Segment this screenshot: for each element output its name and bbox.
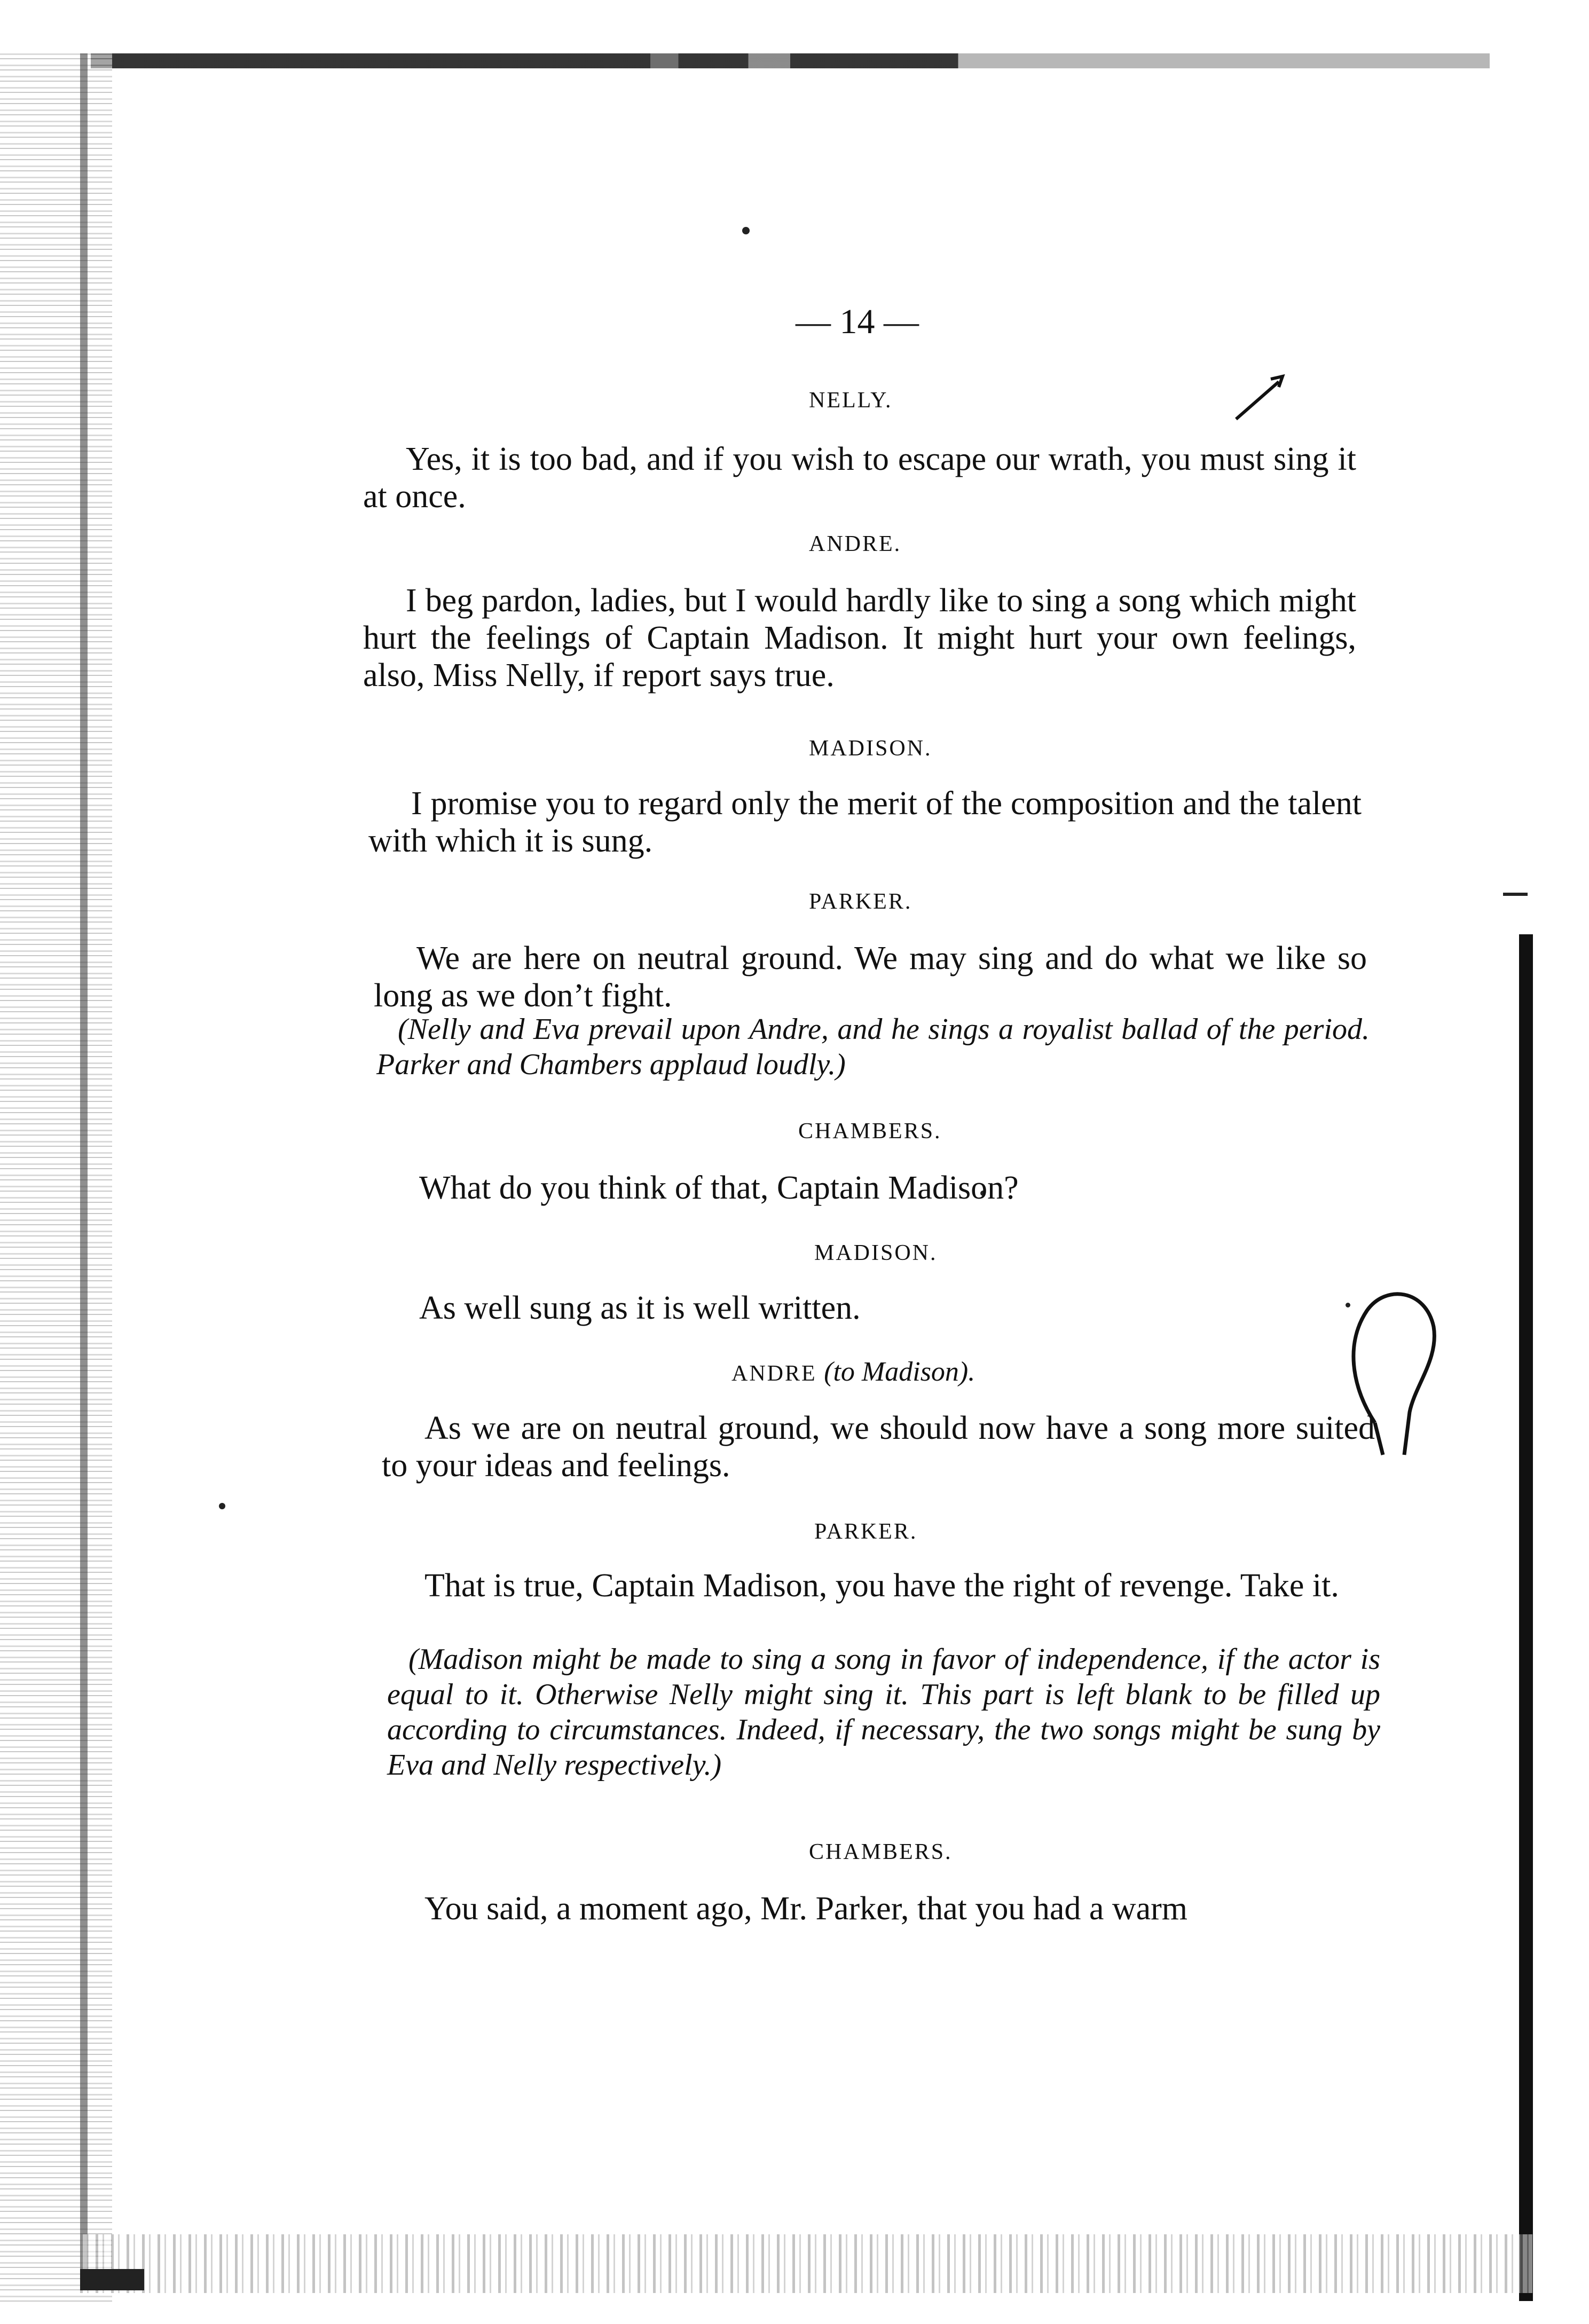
page-number: — 14 — — [796, 302, 919, 341]
speaker-name: NELLY. — [809, 388, 893, 413]
dialogue-text: I beg pardon, ladies, but I would hardly like to sing a song which might hurt the feelings of Captain Madison. It might hurt your own feelings, also, Miss Nelly, if report says true. — [363, 582, 1356, 694]
dialogue-text: What do you think of that, Captain Madison? — [419, 1170, 1019, 1206]
speaker-name: MADISON. — [814, 1241, 938, 1265]
speaker-name: MADISON. — [809, 736, 932, 761]
scan-edge-right — [1519, 934, 1533, 2301]
dialogue-text: As we are on neutral ground, we should now have a song more suited to your ideas and feelings. — [382, 1410, 1375, 1484]
scan-binding-shadow — [80, 53, 88, 2285]
dialogue-text: I promise you to regard only the merit of the composition and the talent with which it is sung. — [368, 785, 1362, 859]
speaker-name: PARKER. — [814, 1519, 918, 1544]
scan-edge-left — [0, 53, 112, 2306]
speaker-name: PARKER. — [809, 889, 913, 914]
speaker-aside: (to Madison). — [824, 1357, 976, 1387]
speaker-name: CHAMBERS. — [809, 1840, 953, 1864]
pen-stroke-mark — [1233, 374, 1287, 422]
scan-corner-mark — [80, 2269, 144, 2290]
ink-speck — [219, 1503, 225, 1509]
stage-direction: (Madison might be made to sing a song in favor of independence, if the actor is equal to it. Otherwise Nelly might sing it. This part is left blank to be filled up according to circumstances. Indeed, if necessary, the two songs might be sung by Eva and Nelly respectively.) — [387, 1643, 1380, 1782]
speaker-name: ANDRE. — [809, 532, 902, 556]
speaker-label: ANDRE — [731, 1361, 817, 1386]
ink-speck — [742, 227, 750, 234]
dialogue-text: Yes, it is too bad, and if you wish to escape our wrath, you must sing it at once. — [363, 441, 1356, 515]
dialogue-text: You said, a moment ago, Mr. Parker, that you had a warm — [424, 1890, 1188, 1927]
dialogue-text: That is true, Captain Madison, you have the right of revenge. Take it. — [424, 1567, 1339, 1604]
scan-edge-top — [91, 53, 1490, 68]
speaker-name: CHAMBERS. — [798, 1119, 942, 1144]
speaker-name — [731, 1356, 975, 1388]
dialogue-text: As well sung as it is well written. — [419, 1290, 861, 1326]
scan-edge-bottom — [80, 2234, 1532, 2293]
stage-direction: (Nelly and Eva prevail upon Andre, and he sings a royalist ballad of the period. Parker and Chambers applaud loudly.) — [376, 1013, 1370, 1081]
scan-mark — [1503, 893, 1528, 896]
dialogue-text: We are here on neutral ground. We may sing and do what we like so long as we don’t fight. — [374, 940, 1367, 1014]
